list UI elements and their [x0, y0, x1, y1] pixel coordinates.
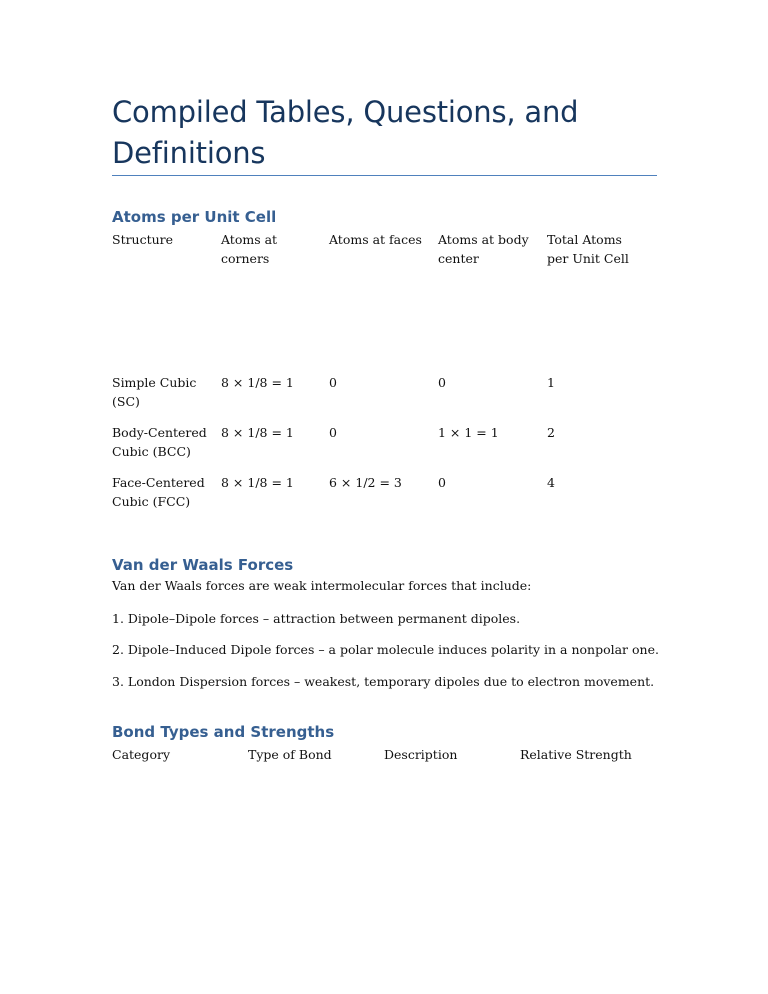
vdw-list-item: 1. Dipole–Dipole forces – attraction between permanent dipoles. [112, 611, 521, 626]
atoms-col-header-faces: Atoms at faces [329, 232, 422, 247]
table-cell: 0 [438, 375, 446, 390]
table-cell: 6 × 1/2 = 3 [329, 475, 402, 490]
title-underline [112, 175, 657, 176]
table-cell: 1 × 1 = 1 [438, 425, 499, 440]
vdw-list-item: 2. Dipole–Induced Dipole forces – a polar molecule induces polarity in a nonpolar one. [112, 642, 659, 657]
table-cell: Body-Centered Cubic (BCC) [112, 425, 207, 459]
table-cell: 8 × 1/8 = 1 [221, 375, 294, 390]
table-cell: 4 [547, 475, 555, 490]
vdw-section-heading: Van der Waals Forces [112, 556, 294, 574]
atoms-col-header-corners: Atoms at corners [221, 232, 278, 266]
table-cell: Simple Cubic (SC) [112, 375, 197, 409]
table-cell: 8 × 1/8 = 1 [221, 425, 294, 440]
bond-section-heading: Bond Types and Strengths [112, 723, 335, 741]
atoms-col-header-body-center: Atoms at body center [438, 232, 529, 266]
vdw-list-item: 3. London Dispersion forces – weakest, temporary dipoles due to electron movement. [112, 674, 655, 689]
bond-col-header-strength: Relative Strength [520, 747, 632, 762]
table-cell: 0 [329, 425, 337, 440]
table-cell: 2 [547, 425, 555, 440]
table-cell: 1 [547, 375, 555, 390]
table-cell: 0 [329, 375, 337, 390]
bond-col-header-category: Category [112, 747, 171, 762]
table-cell: Face-Centered Cubic (FCC) [112, 475, 205, 509]
bond-col-header-type: Type of Bond [248, 747, 332, 762]
table-cell: 0 [438, 475, 446, 490]
bond-col-header-description: Description [384, 747, 458, 762]
page-title: Compiled Tables, Questions, and Definitions [112, 95, 579, 170]
table-cell: 8 × 1/8 = 1 [221, 475, 294, 490]
atoms-col-header-structure: Structure [112, 232, 174, 247]
atoms-section-heading: Atoms per Unit Cell [112, 208, 277, 226]
vdw-intro-text: Van der Waals forces are weak intermolecular forces that include: [112, 578, 532, 593]
atoms-col-header-total: Total Atoms per Unit Cell [547, 232, 629, 266]
